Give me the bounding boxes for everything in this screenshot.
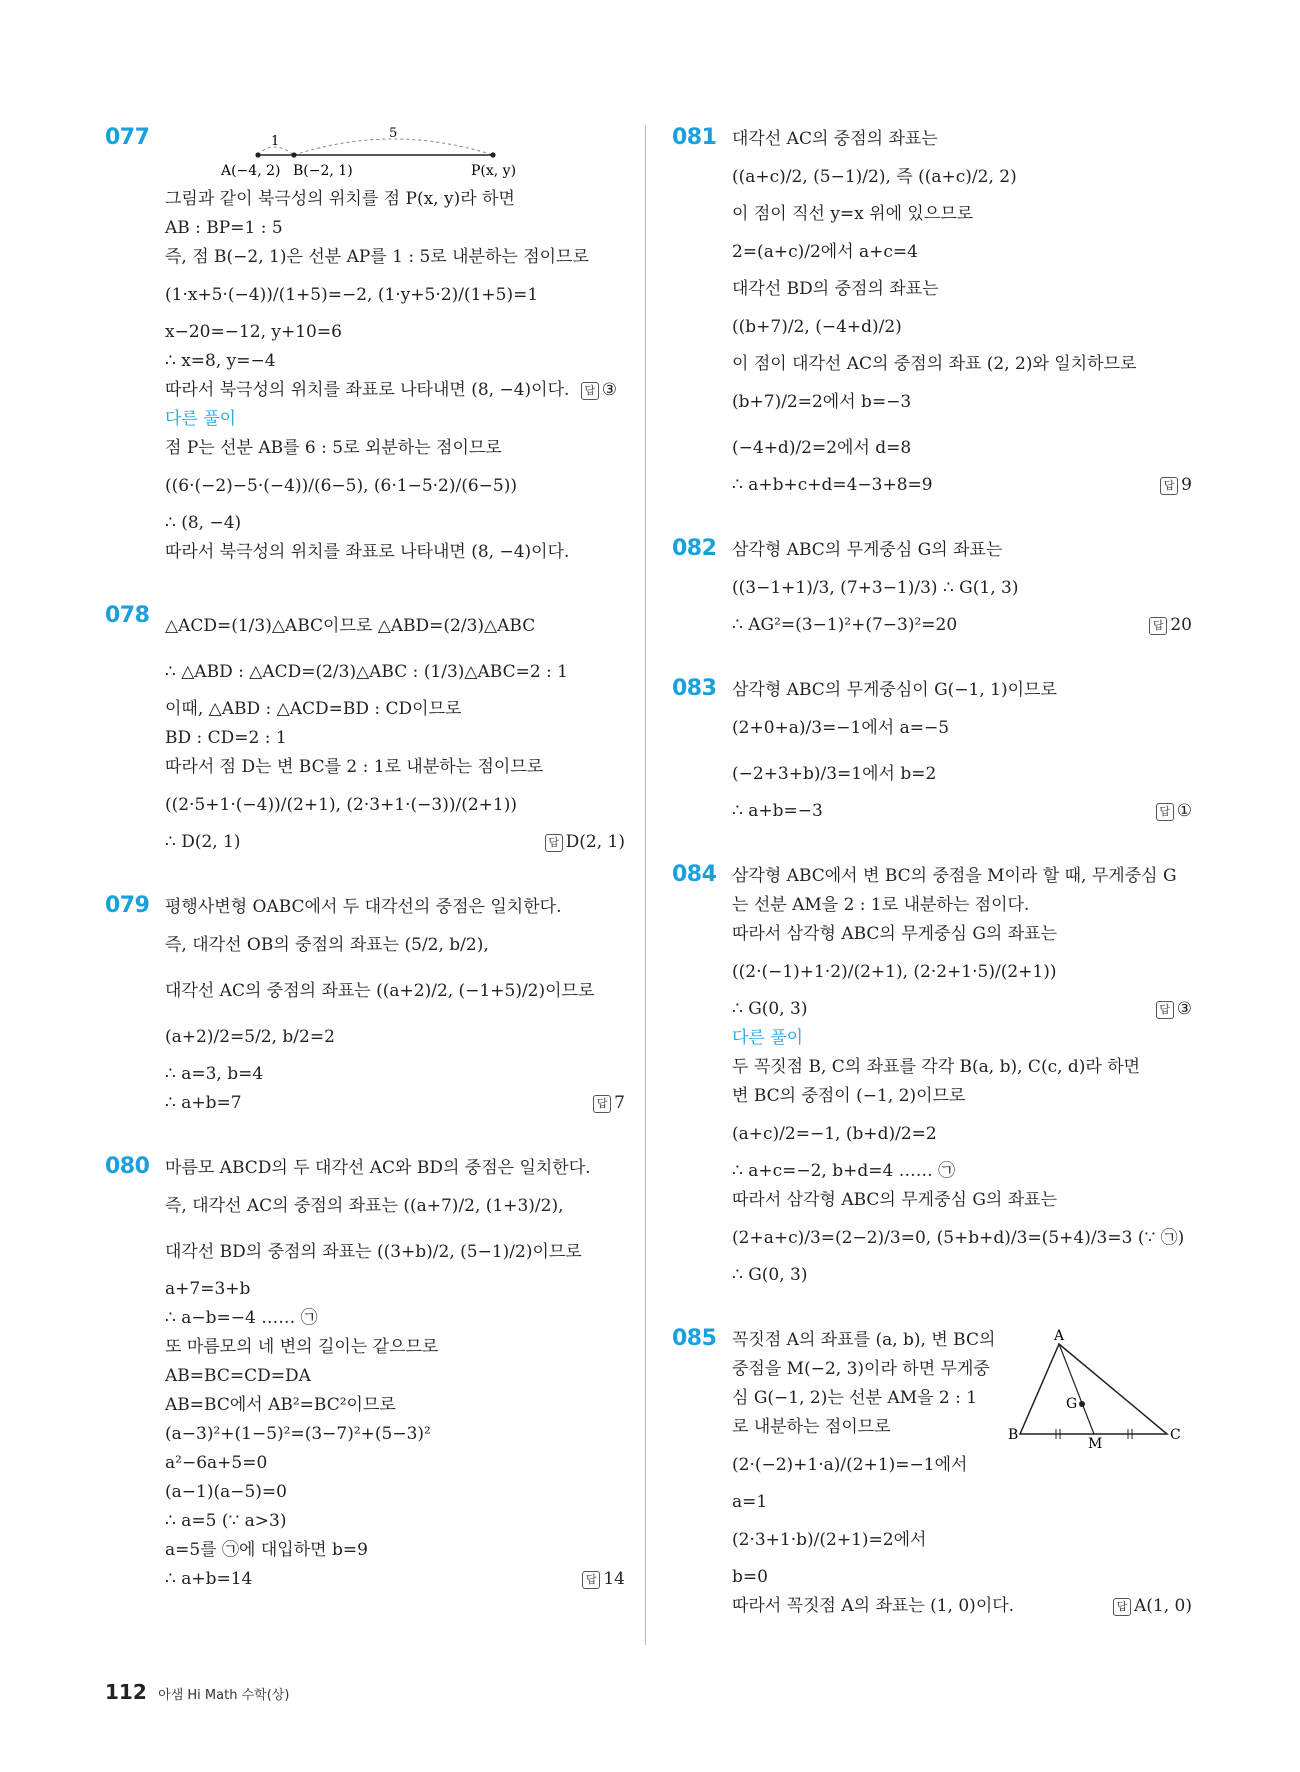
solution-line: (2+0+a)/3=−1에서 a=−5: [732, 718, 950, 738]
solution-line: ∴ △ABD : △ACD=(2/3)△ABC : (1/3)△ABC=2 : 1: [165, 662, 568, 682]
solution-line: ∴ x=8, y=−4: [165, 351, 276, 371]
solution-line: (b+7)/2=2에서 b=−3: [732, 392, 912, 412]
problem-084: [672, 862, 1192, 1290]
point-p-label: P(x, y): [471, 163, 517, 179]
solution-line: 따라서 삼각형 ABC의 무게중심 G의 좌표는: [732, 924, 1058, 944]
label-1: 1: [271, 134, 280, 149]
solution-line: AB : BP=1 : 5: [165, 218, 283, 238]
point-b-label: B(−2, 1): [293, 163, 353, 179]
problem-number: 083: [672, 676, 717, 701]
solution-line: 대각선 BD의 중점의 좌표는 ((3+b)/2, (5−1)/2)이므로: [165, 1242, 582, 1262]
answer: 답 ③: [1156, 995, 1192, 1024]
solution-line: 즉, 점 B(−2, 1)은 선분 AP를 1 : 5로 내분하는 점이므로: [165, 247, 589, 267]
solution-line: 삼각형 ABC의 무게중심이 G(−1, 1)이므로: [732, 680, 1057, 700]
segment-figure: [163, 125, 583, 185]
vertex-a-label: A: [1054, 1328, 1065, 1344]
solution-line: 그림과 같이 북극성의 위치를 점 P(x, y)라 하면: [165, 189, 515, 209]
solution-line: x−20=−12, y+10=6: [165, 322, 342, 342]
solution-line: 마름모 ABCD의 두 대각선 AC와 BD의 중점은 일치한다.: [165, 1158, 591, 1178]
problem-number: 085: [672, 1326, 717, 1351]
alt-solution-title: 다른 풀이: [165, 409, 237, 429]
solution-line: b=0: [732, 1567, 768, 1587]
answer-icon: 답: [545, 834, 563, 852]
solution-line: (1·x+5·(−4))/(1+5)=−2, (1·y+5·2)/(1+5)=1: [165, 285, 539, 305]
solution-line: ((3−1+1)/3, (7+3−1)/3) ∴ G(1, 3): [732, 578, 1019, 598]
solution-line: ∴ AG²=(3−1)²+(7−3)²=20 답 20: [732, 611, 1192, 640]
solution-line: ((b+7)/2, (−4+d)/2): [732, 317, 902, 337]
problem-079: [105, 893, 625, 1118]
answer: 답 9: [1160, 471, 1192, 500]
solution-line: ∴ a+b=−3 답 ①: [732, 797, 1192, 826]
solution-line: 삼각형 ABC에서 변 BC의 중점을 M이라 할 때, 무게중심 G: [732, 866, 1177, 886]
answer-icon: 답: [581, 382, 599, 400]
solution-line: (a+c)/2=−1, (b+d)/2=2: [732, 1124, 937, 1144]
answer-icon: 답: [1156, 1001, 1174, 1019]
solution-line: 따라서 점 D는 변 BC를 2 : 1로 내분하는 점이므로: [165, 757, 544, 777]
solution-line: 이때, △ABD : △ACD=BD : CD이므로: [165, 699, 462, 719]
alt-solution-title: 다른 풀이: [732, 1028, 804, 1048]
solution-line: 는 선분 AM을 2 : 1로 내분하는 점이다.: [732, 895, 1030, 915]
answer-icon: 답: [593, 1095, 611, 1113]
solution-line: a²−6a+5=0: [165, 1453, 268, 1473]
solution-line: ∴ a=5 (∵ a>3): [165, 1511, 287, 1531]
vertex-c-label: C: [1170, 1427, 1181, 1443]
solution-line: AB=BC=CD=DA: [165, 1366, 311, 1386]
solution-line: 두 꼭짓점 B, C의 좌표를 각각 B(a, b), C(c, d)라 하면: [732, 1057, 1141, 1077]
problem-078: [105, 603, 625, 857]
solution-line: (a−3)²+(1−5)²=(3−7)²+(5−3)²: [165, 1424, 431, 1444]
page-number: 112: [105, 1680, 147, 1704]
problem-number: 079: [105, 893, 150, 918]
solution-line: ((2·(−1)+1·2)/(2+1), (2·2+1·5)/(2+1)): [732, 962, 1057, 982]
solution-line: 즉, 대각선 AC의 중점의 좌표는 ((a+7)/2, (1+3)/2),: [165, 1196, 564, 1216]
problem-number: 078: [105, 603, 150, 628]
solution-line: ∴ a=3, b=4: [165, 1064, 264, 1084]
solution-line: (a+2)/2=5/2, b/2=2: [165, 1027, 335, 1047]
solution-line: 대각선 AC의 중점의 좌표는: [732, 129, 938, 149]
solution-line: ∴ a+b=7 답 7: [165, 1089, 625, 1118]
solution-line: 따라서 북극성의 위치를 좌표로 나타내면 (8, −4)이다.: [165, 542, 570, 562]
solution-line: (−4+d)/2=2에서 d=8: [732, 438, 912, 458]
solution-line: 또 마름모의 네 변의 길이는 같으므로: [165, 1337, 439, 1357]
solution-line: ∴ D(2, 1) 답 D(2, 1): [165, 828, 625, 857]
problem-085: [672, 1326, 1192, 1621]
solution-line: 대각선 BD의 중점의 좌표는: [732, 279, 939, 299]
centroid-g-label: G: [1066, 1396, 1078, 1412]
solution-line: ((a+c)/2, (5−1)/2), 즉 ((a+c)/2, 2): [732, 167, 1017, 187]
solution-line: 심 G(−1, 2)는 선분 AM을 2 : 1: [732, 1388, 978, 1408]
solution-line: 점 P는 선분 AB를 6 : 5로 외분하는 점이므로: [165, 438, 502, 458]
solution-line: 로 내분하는 점이므로: [732, 1417, 891, 1437]
book-title: 아샘 Hi Math 수학(상): [158, 1688, 290, 1703]
vertex-b-label: B: [1008, 1427, 1019, 1443]
problem-083: [672, 676, 1192, 826]
solution-line: a=1: [732, 1492, 768, 1512]
solution-line: ((6·(−2)−5·(−4))/(6−5), (6·1−5·2)/(6−5)): [165, 476, 517, 496]
answer: 답 20: [1149, 611, 1192, 640]
right-column: [672, 125, 1192, 1657]
problem-number: 077: [105, 125, 150, 150]
solution-line: ∴ G(0, 3): [732, 1265, 808, 1285]
answer-icon: 답: [1149, 617, 1167, 635]
solution-line: BD : CD=2 : 1: [165, 728, 287, 748]
solution-line: 변 BC의 중점이 (−1, 2)이므로: [732, 1086, 966, 1106]
problem-number: 081: [672, 125, 717, 150]
solution-line: 대각선 AC의 중점의 좌표는 ((a+2)/2, (−1+5)/2)이므로: [165, 981, 595, 1001]
answer-icon: 답: [1160, 477, 1178, 495]
solution-line: 중점을 M(−2, 3)이라 하면 무게중: [732, 1359, 990, 1379]
triangle-figure: [1008, 1326, 1187, 1452]
figure-077: [163, 125, 625, 185]
label-5: 5: [389, 126, 398, 141]
solution-line: 평행사변형 OABC에서 두 대각선의 중점은 일치한다.: [165, 897, 562, 917]
answer: 답 7: [593, 1089, 625, 1118]
answer: 답 ③: [581, 380, 617, 400]
problem-number: 080: [105, 1154, 150, 1179]
solution-line: (2·3+1·b)/(2+1)=2에서: [732, 1530, 927, 1550]
midpoint-m-label: M: [1088, 1436, 1103, 1452]
solution-line: ((2·5+1·(−4))/(2+1), (2·3+1·(−3))/(2+1)): [165, 795, 517, 815]
solution-line: (−2+3+b)/3=1에서 b=2: [732, 764, 937, 784]
problem-number: 084: [672, 862, 717, 887]
answer-icon: 답: [1156, 803, 1174, 821]
solution-line: △ACD=(1/3)△ABC이므로 △ABD=(2/3)△ABC: [165, 616, 536, 636]
solution-line: (2·(−2)+1·a)/(2+1)=−1에서: [732, 1455, 968, 1475]
solution-line: AB=BC에서 AB²=BC²이므로: [165, 1395, 396, 1415]
solution-line: ∴ G(0, 3) 답 ③: [732, 995, 1192, 1024]
problem-077: [105, 125, 625, 567]
solution-line: 따라서 북극성의 위치를 좌표로 나타내면 (8, −4)이다. 답 ③: [165, 380, 618, 400]
solution-line: a+7=3+b: [165, 1279, 251, 1299]
problem-081: [672, 125, 1192, 500]
solution-line: ∴ a−b=−4 …… ㉠: [165, 1308, 318, 1328]
answer-icon: 답: [582, 1571, 600, 1589]
solution-line: 2=(a+c)/2에서 a+c=4: [732, 242, 918, 262]
problem-082: [672, 536, 1192, 640]
solution-line: 삼각형 ABC의 무게중심 G의 좌표는: [732, 540, 1003, 560]
solution-line: 따라서 꼭짓점 A의 좌표는 (1, 0)이다. 답 A(1, 0): [732, 1592, 1192, 1621]
solution-line: 이 점이 대각선 AC의 중점의 좌표 (2, 2)와 일치하므로: [732, 354, 1137, 374]
page-footer: [105, 1680, 289, 1704]
solution-line: (2+a+c)/3=(2−2)/3=0, (5+b+d)/3=(5+4)/3=3 (∵ ㉠): [732, 1228, 1185, 1248]
point-a-label: A(−4, 2): [221, 163, 281, 179]
left-column: [105, 125, 625, 1630]
solution-line: ∴ a+b+c+d=4−3+8=9 답 9: [732, 471, 1192, 500]
answer: 답 14: [582, 1565, 625, 1594]
problem-number: 082: [672, 536, 717, 561]
solution-line: 따라서 삼각형 ABC의 무게중심 G의 좌표는: [732, 1190, 1058, 1210]
solution-line: (a−1)(a−5)=0: [165, 1482, 287, 1502]
solution-line: 이 점이 직선 y=x 위에 있으므로: [732, 204, 974, 224]
solution-line: 꼭짓점 A의 좌표를 (a, b), 변 BC의: [732, 1330, 996, 1350]
answer: 답 A(1, 0): [1113, 1592, 1192, 1621]
answer: 답 ①: [1156, 797, 1192, 826]
column-divider: [645, 125, 646, 1645]
solution-line: ∴ (8, −4): [165, 513, 242, 533]
answer-icon: 답: [1113, 1598, 1131, 1616]
problem-080: [105, 1154, 625, 1594]
answer: 답 D(2, 1): [545, 828, 625, 857]
solution-line: ∴ a+c=−2, b+d=4 …… ㉠: [732, 1161, 956, 1181]
solution-line: a=5를 ㉠에 대입하면 b=9: [165, 1540, 368, 1560]
solution-line: ∴ a+b=14 답 14: [165, 1565, 625, 1594]
solution-line: 즉, 대각선 OB의 중점의 좌표는 (5/2, b/2),: [165, 935, 489, 955]
